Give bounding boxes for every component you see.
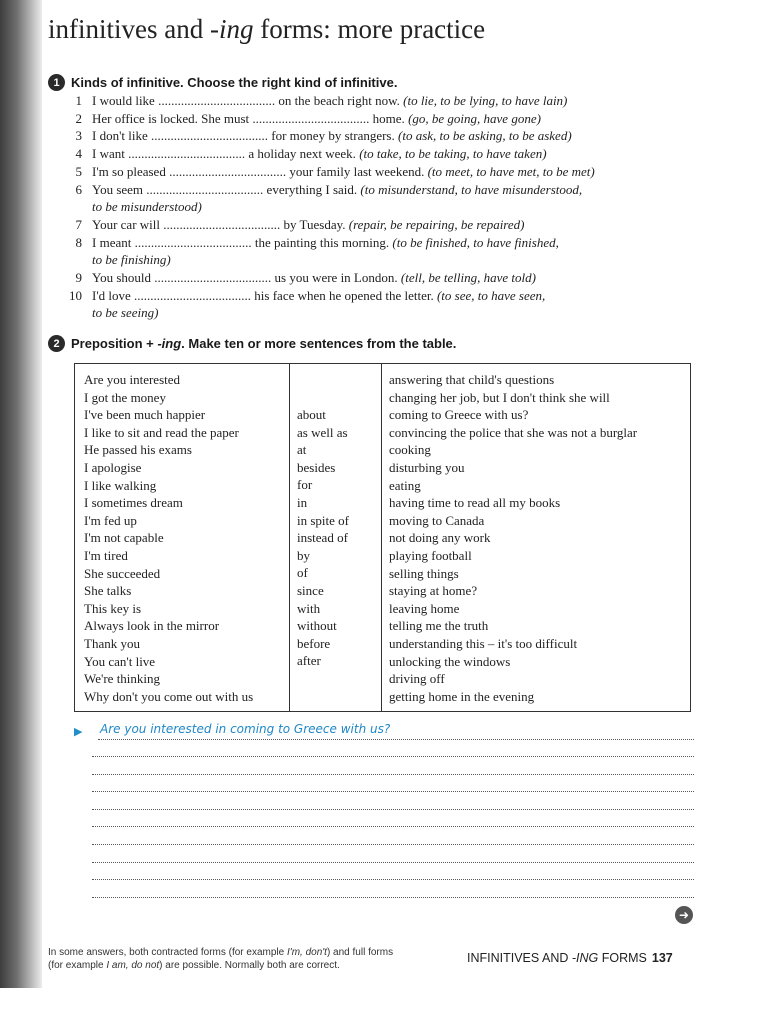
table-cell-preposition: in [297,495,308,510]
exercise-2-instructions: Preposition + -ing. Make ten or more sentences from the table. [71,336,457,351]
item-number: 3 [75,128,82,144]
table-cell-preposition: in spite of [297,512,349,528]
book-binding-shadow [0,0,42,992]
table-cell-sentence-start: I got the money [84,389,166,405]
footnote: In some answers, both contracted forms (for example I'm, don't) and full forms (for example I am, do not) are possible. Normally both are correct. [48,947,394,971]
table-column-ing-endings [381,364,692,711]
item-number: 10 [69,287,82,303]
exercise-1-item [62,110,742,128]
example-answer-handwriting: Are you interested in coming to Greece with us? [100,722,391,736]
table-cell-preposition: at [297,442,307,458]
exercise-number-badge: 1 [48,74,65,91]
answer-line[interactable] [92,791,694,792]
table-cell-sentence-start: She talks [84,583,132,599]
item-options: (to take, to be taking, to have taken) [359,146,547,162]
table-cell-ing-ending: telling me the truth [389,618,489,634]
item-text: I don't like .................................... for money by strangers. [92,128,398,144]
table-cell-sentence-start: I apologise [84,460,142,475]
table-cell-preposition: with [297,600,321,616]
item-options: (to ask, to be asking, to be asked) [398,128,572,144]
table-cell-sentence-start: I like walking [84,477,157,493]
table-cell-sentence-start: I sometimes dream [84,495,183,511]
exercise-1-item-continuation [62,251,742,269]
table-cell-preposition: besides [297,459,336,475]
item-text: You should .................................... us you were in London. [92,270,401,286]
item-options: (repair, be repairing, be repaired) [348,216,525,232]
table-cell-preposition: as well as [297,424,348,440]
table-cell-ing-ending: cooking [389,442,431,458]
exercise-1-heading [48,74,397,91]
item-text: I'd love .................................... his face when he opened the letter. [92,287,437,303]
answer-line[interactable] [92,826,694,827]
table-cell-ing-ending: playing football [389,548,472,563]
item-number: 1 [75,93,82,108]
table-cell-ing-ending: coming to Greece with us? [389,407,529,423]
exercise-1-item [62,287,742,305]
table-column-sentence-starts [75,364,290,711]
table-cell-ing-ending: leaving home [389,600,460,616]
answer-line[interactable] [92,862,694,863]
table-cell-sentence-start: He passed his exams [84,442,192,458]
arrow-right-circle-icon[interactable]: ➜ [675,906,693,924]
exercise-2-heading [48,335,456,352]
table-cell-ing-ending: convincing the police that she was not a burglar [389,424,638,440]
table-cell-preposition: for [297,477,313,493]
table-cell-sentence-start: Thank you [84,636,140,651]
table-cell-sentence-start: This key is [84,600,142,616]
example-answer-row [74,724,696,742]
item-text: Her office is locked. She must .................................... home. [92,110,409,126]
answer-line[interactable] [92,756,694,757]
exercise-1-item [62,269,742,287]
item-number: 7 [75,216,82,232]
item-text: You seem .................................... everything I said. [92,181,361,197]
table-cell-sentence-start: I'm tired [84,548,128,563]
exercise-1-instructions: Kinds of infinitive. Choose the right kind of infinitive. [71,75,398,90]
table-cell-ing-ending: having time to read all my books [389,495,561,511]
triangle-right-icon: ▶ [74,726,83,738]
table-cell-ing-ending: moving to Canada [389,512,485,528]
table-cell-ing-ending: not doing any work [389,530,491,546]
table-cell-sentence-start: I'm fed up [84,512,137,528]
table-cell-sentence-start: Why don't you come out with us [84,688,254,704]
answer-line[interactable] [98,739,694,740]
table-cell-sentence-start: I've been much happier [84,407,206,423]
table-cell-sentence-start: Are you interested [84,372,181,387]
table-cell-preposition: by [297,547,310,563]
item-number: 9 [75,270,82,286]
exercise-1-list [62,92,742,322]
item-options: (to meet, to have met, to be met) [427,163,595,179]
page-footer: INFINITIVES AND -ING FORMS 137 [467,951,673,965]
exercise-1-item [62,127,742,145]
table-cell-preposition: without [297,618,337,634]
exercise-1-item [62,163,742,181]
item-text: I'm so pleased .................................... your family last weekend. [92,163,428,179]
item-options: (to be finished, to have finished, [392,234,559,250]
item-number: 6 [75,181,82,197]
table-cell-sentence-start: We're thinking [84,671,161,687]
exercise-1-item-continuation [62,304,742,322]
exercise-1-item [62,216,742,234]
table-cell-preposition: instead of [297,530,348,546]
table-cell-preposition: since [297,583,324,598]
item-number: 5 [75,163,82,179]
exercise-1-item [62,181,742,199]
item-options: (to see, to have seen, [436,287,546,303]
table-cell-sentence-start: Always look in the mirror [84,618,220,634]
table-cell-ing-ending: changing her job, but I don't think she will [389,389,610,405]
exercise-1-item-continuation [62,198,742,216]
item-options: (to misunderstand, to have misunderstood, [360,181,583,197]
table-cell-sentence-start: She succeeded [84,565,161,581]
table-cell-preposition: after [297,653,321,669]
item-text: I would like .................................... on the beach right now. [92,93,404,108]
table-cell-preposition: of [297,565,308,581]
table-cell-sentence-start: You can't live [84,653,156,669]
exercise-1-item [62,234,742,252]
item-options: to be seeing) [92,305,159,321]
table-cell-preposition: before [297,635,331,651]
answer-line[interactable] [92,879,694,880]
table-cell-ing-ending: answering that child's questions [389,372,555,387]
table-cell-ing-ending: unlocking the windows [389,653,511,669]
table-cell-ing-ending: staying at home? [389,583,478,599]
table-cell-ing-ending: disturbing you [389,460,465,475]
answer-line[interactable] [92,844,694,845]
answer-line[interactable] [92,897,694,898]
table-column-prepositions [289,364,382,711]
table-cell-sentence-start: I'm not capable [84,530,164,546]
item-number: 2 [75,110,82,126]
item-text: I meant .................................... the painting this morning. [92,234,393,250]
page-title: infinitives and -ing forms: more practice [48,14,486,44]
sentence-table [74,363,691,712]
table-cell-ing-ending: selling things [389,565,459,581]
item-options: to be finishing) [92,252,171,268]
item-options: (go, be going, have gone) [408,110,541,126]
item-options: (tell, be telling, have told) [400,270,536,286]
exercise-1-item [62,92,742,110]
table-cell-preposition: about [297,407,326,422]
table-cell-ing-ending: driving off [389,671,445,687]
exercise-1-item [62,145,742,163]
exercise-number-badge: 2 [48,335,65,352]
table-cell-ing-ending: eating [389,477,421,493]
table-cell-ing-ending: understanding this – it's too difficult [389,636,578,651]
item-number: 8 [75,234,82,250]
item-number: 4 [75,146,82,162]
page-number: 137 [651,951,673,965]
item-text: Your car will .................................... by Tuesday. [92,216,349,232]
table-cell-sentence-start: I like to sit and read the paper [84,424,239,440]
item-options: to be misunderstood) [92,199,202,215]
answer-line[interactable] [92,809,694,810]
answer-line[interactable] [92,774,694,775]
item-text: I want .................................... a holiday next week. [92,146,360,162]
scan-margin [0,988,768,1024]
table-cell-ing-ending: getting home in the evening [389,688,535,704]
item-options: (to lie, to be lying, to have lain) [403,93,568,108]
